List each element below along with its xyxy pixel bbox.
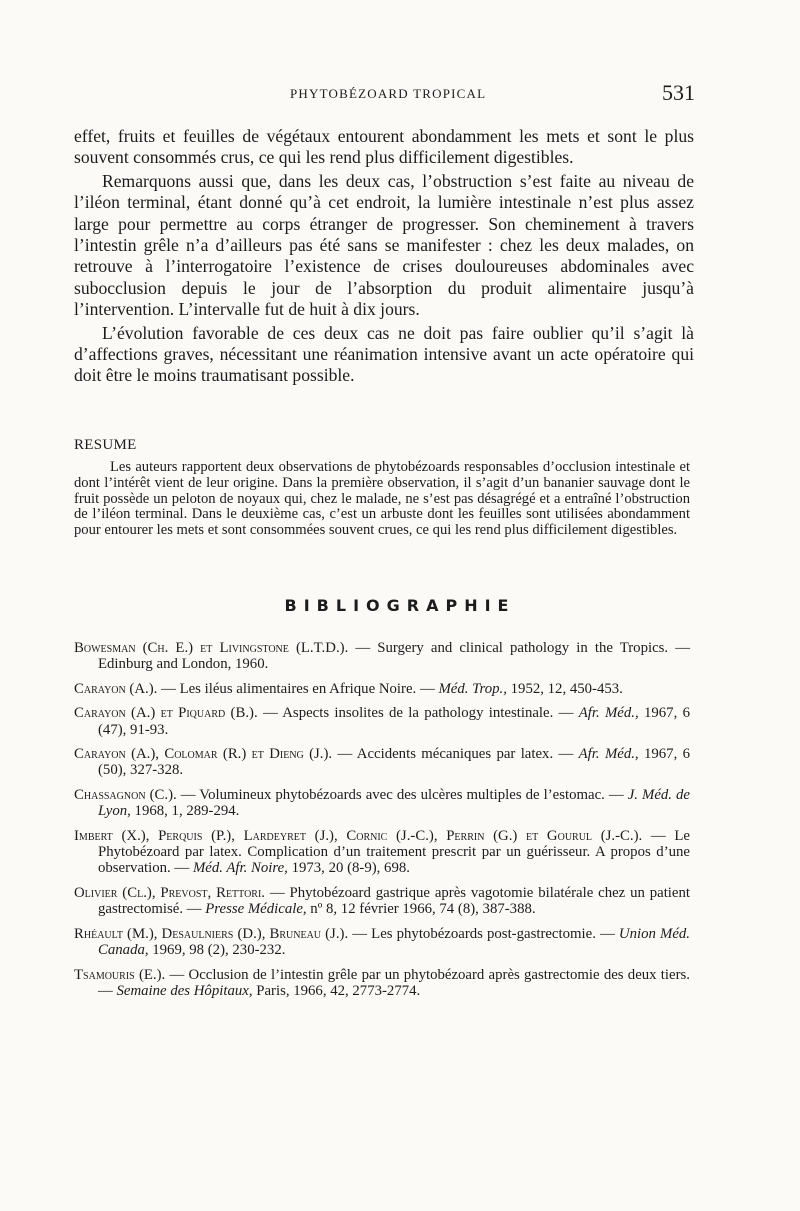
- entry-journal: Semaine des Hôpitaux,: [116, 982, 253, 999]
- entry-journal: Union Méd. Canada,: [98, 925, 690, 959]
- body-paragraph: L’évolution favorable de ces deux cas ne doit pas faire oublier qu’il s’agit là d’affections graves, nécessitant une réanimation intensive avant un acte opératoire qui doit être le moins traumatisant possible.: [74, 322, 694, 386]
- entry-title: — Les phytobézoards post-gastrectomie. —: [348, 925, 619, 942]
- entry-title: — Aspects insolites de la pathology intestinale. —: [257, 705, 579, 722]
- bibliography-entry: [74, 705, 690, 738]
- entry-journal: Méd. Trop.,: [438, 680, 507, 697]
- bibliography-heading: BIBLIOGRAPHIE: [284, 596, 516, 615]
- body-text: [74, 126, 694, 389]
- entry-authors: Chassagnon (C.).: [74, 786, 177, 803]
- entry-details: nº 8, 12 février 1966, 74 (8), 387-388.: [306, 901, 536, 918]
- entry-title: — Surgery and clinical pathology in the Tropics. — Edinburg and London, 1960.: [98, 640, 690, 673]
- bibliography-entry: [74, 967, 690, 1000]
- entry-authors: Rhéault (M.), Desaulniers (D.), Bruneau (J.).: [74, 925, 349, 942]
- bibliography-entry: [74, 828, 690, 877]
- bibliography-entry: [74, 681, 690, 697]
- entry-details: 1967, 6 (47), 91-93.: [98, 705, 690, 738]
- bibliography-entry: [74, 640, 690, 673]
- entry-details: 1968, 1, 289-294.: [130, 803, 240, 820]
- page-number: 531: [662, 80, 695, 105]
- bibliography-entry: [74, 926, 690, 959]
- entry-title: — Volumineux phytobézoards avec des ulcères multiples de l’estomac. —: [176, 786, 628, 803]
- entry-details: 1973, 20 (8-9), 698.: [287, 860, 410, 877]
- entry-authors: Olivier (Cl.), Prevost, Rettori.: [74, 884, 266, 901]
- bibliography-entry: [74, 885, 690, 918]
- bibliography-entry: [74, 787, 690, 820]
- entry-journal: Afr. Méd.,: [578, 705, 639, 722]
- body-paragraph: effet, fruits et feuilles de végétaux entourent abondamment les mets et sont le plus souvent consommés crus, ce qui les rend plus difficilement digestibles.: [74, 126, 694, 168]
- body-paragraph: Remarquons aussi que, dans les deux cas, l’obstruction s’est faite au niveau de l’iléon terminal, étant donné qu’à cet endroit, la lumière intestinale n’est plus assez large pour permettre au corps étranger de progresser. Son cheminement à travers l’intestin grêle n’a d’ailleurs pas été sans se manifester : chez les deux malades, on retrouve à l’interrogatoire l’existence de crises douloureuses abdominales avec subocclusion depuis le jour de l’absorption du produit alimentaire jusqu’à l’intervention. L’intervalle fut de huit à dix jours.: [74, 170, 694, 320]
- entry-authors: Carayon (A.), Colomar (R.) et Dieng (J.).: [74, 746, 333, 763]
- resume-text: Les auteurs rapportent deux observations de phytobézoards responsables d’occlusion intestinale et dont l’intérêt vient de leur origine. Dans la première observation, il s’agit d’un bananier sauvage dont le fruit possède un peloton de noyaux qui, chez le malade, ne s’est pas désagrégé et a entraîné l’obstruction de l’iléon terminal. Dans le deuxième cas, c’est un arbuste dont les feuilles sont utilisées abondamment pour entourer les mets et sont consommées souvent crues, ce qui les rend plus difficilement digestibles.: [74, 459, 690, 539]
- entry-journal: Afr. Méd.,: [578, 746, 639, 763]
- entry-journal: Presse Médicale,: [205, 901, 307, 918]
- resume-heading: RESUME: [74, 437, 137, 453]
- entry-details: Paris, 1966, 42, 2773-2774.: [252, 982, 421, 999]
- entry-title: — Accidents mécaniques par latex. —: [332, 746, 579, 763]
- entry-title: — Occlusion de l’intestin grêle par un phytobézoard après gastrectomie des deux tiers. —: [98, 966, 690, 999]
- running-title: PHYTOBÉZOARD TROPICAL: [290, 86, 487, 101]
- entry-journal: J. Méd. de Lyon,: [98, 786, 690, 820]
- entry-authors: Tsamouris (E.).: [74, 966, 166, 983]
- entry-title: — Le Phytobézoard par latex. Complication d’un traitement prescrit par un guérisseur. A propos d’une observation. —: [98, 827, 690, 877]
- entry-details: 1969, 98 (2), 230-232.: [148, 942, 286, 959]
- bibliography-entry: [74, 746, 690, 779]
- entry-details: 1952, 12, 450-453.: [506, 680, 623, 697]
- entry-title: — Les iléus alimentaires en Afrique Noire. —: [157, 680, 439, 697]
- entry-details: 1967, 6 (50), 327-328.: [98, 746, 691, 779]
- bibliography-list: [74, 640, 690, 1007]
- entry-journal: Méd. Afr. Noire,: [192, 860, 288, 877]
- entry-authors: Imbert (X.), Perquis (P.), Lardeyret (J.), Cornic (J.-C.), Perrin (G.) et Gourul (J.-C.).: [74, 827, 643, 844]
- entry-authors: Carayon (A.) et Piquard (B.).: [74, 705, 258, 722]
- entry-authors: Carayon (A.).: [74, 680, 158, 697]
- entry-title: — Phytobézoard gastrique après vagotomie bilatérale chez un patient gastrectomisé. —: [98, 884, 690, 918]
- entry-authors: Bowesman (Ch. E.) et Livingstone (L.T.D.).: [74, 640, 349, 656]
